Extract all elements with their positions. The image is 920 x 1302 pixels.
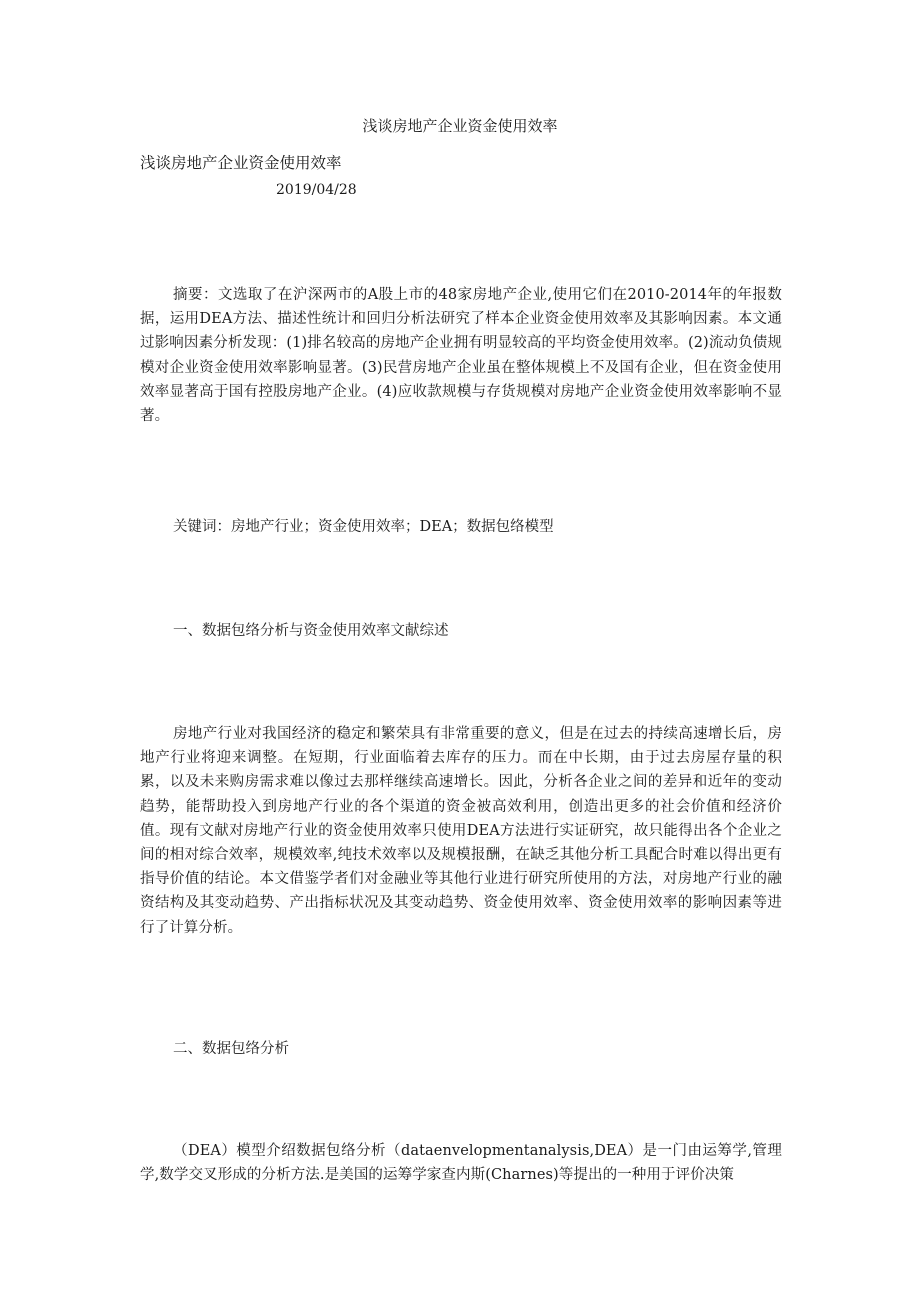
section-2-heading: 二、数据包络分析 bbox=[173, 1041, 289, 1057]
section-1-heading: 一、数据包络分析与资金使用效率文献综述 bbox=[173, 623, 449, 639]
abstract-paragraph: 摘要：文选取了在沪深两市的A股上市的48家房地产企业,使用它们在2010-2014年的年报数据，运用DEA方法、描述性统计和回归分析法研究了样本企业资金使用效率及其影响因素。本文通过影响因素分析发现：(1)排名较高的房地产企业拥有明显较高的平均资金使用效率。(2)流动负债规模对企业资金使用效率影响显著。(3)民营房地产企业虽在整体规模上不及国有企业，但在资金使用效率显著高于国有控股房地产企业。(4)应收款规模与存货规模对房地产企业资金使用效率影响不显著。 bbox=[140, 287, 782, 425]
keywords-line: 关键词：房地产行业；资金使用效率；DEA；数据包络模型 bbox=[173, 519, 554, 535]
document-subtitle: 浅谈房地产企业资金使用效率 bbox=[140, 154, 342, 172]
publish-date: 2019/04/28 bbox=[276, 182, 357, 198]
document-title: 浅谈房地产企业资金使用效率 bbox=[362, 117, 558, 135]
section-1-paragraph: 房地产行业对我国经济的稳定和繁荣具有非常重要的意义，但是在过去的持续高速增长后，房地产行业将迎来调整。在短期，行业面临着去库存的压力。而在中长期，由于过去房屋存量的积累，以及未来购房需求难以像过去那样继续高速增长。因此，分析各企业之间的差异和近年的变动趋势，能帮助投入到房地产行业的各个渠道的资金被高效利用，创造出更多的社会价值和经济价值。现有文献对房地产行业的资金使用效率只使用DEA方法进行实证研究，故只能得出各个企业之间的相对综合效率，规模效率,纯技术效率以及规模报酬，在缺乏其他分析工具配合时难以得出更有指导价值的结论。本文借鉴学者们对金融业等其他行业进行研究所使用的方法，对房地产行业的融资结构及其变动趋势、产出指标状况及其变动趋势、资金使用效率、资金使用效率的影响因素等进行了计算分析。 bbox=[140, 726, 782, 936]
dea-intro-paragraph: （DEA）模型介绍数据包络分析（dataenvelopmentanalysis,DEA）是一门由运筹学,管理学,数学交叉形成的分析方法.是美国的运筹学家查内斯(Charnes)等提出的一种用于评价决策 bbox=[140, 1143, 782, 1184]
